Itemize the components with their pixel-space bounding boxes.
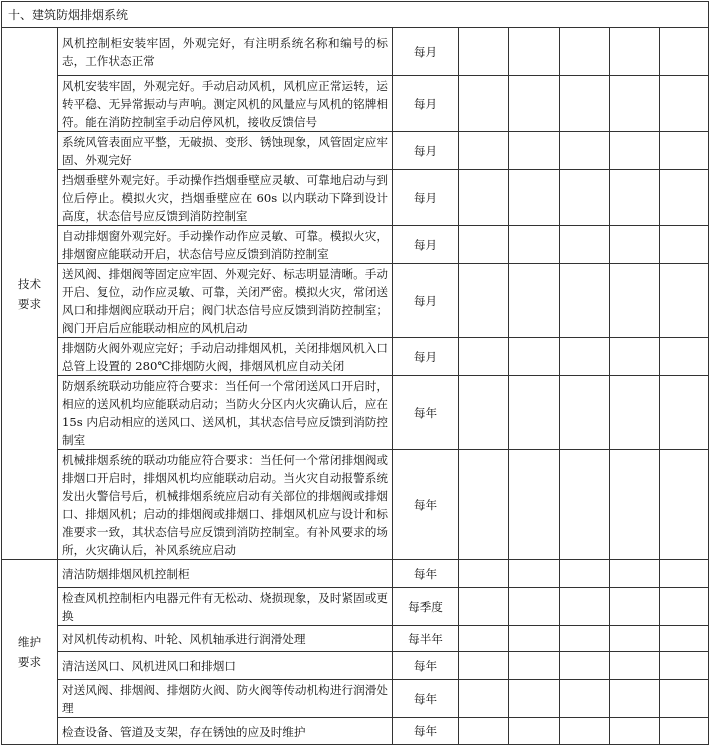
check-record-cell[interactable] — [610, 28, 660, 76]
check-record-cell[interactable] — [459, 132, 509, 170]
check-record-cell[interactable] — [610, 264, 660, 338]
check-record-cell[interactable] — [660, 652, 709, 680]
check-record-cell[interactable] — [610, 588, 660, 626]
frequency-cell: 每年 — [393, 450, 459, 560]
requirement-text: 系统风管表面应平整，无破损、变形、锈蚀现象，风管固定应牢固、外观完好 — [58, 132, 393, 170]
check-record-cell[interactable] — [560, 170, 610, 226]
maintenance-requirements-label-line2: 要求 — [17, 655, 42, 669]
check-record-cell[interactable] — [660, 560, 709, 588]
frequency-cell: 每年 — [393, 652, 459, 680]
check-record-cell[interactable] — [560, 226, 610, 264]
check-record-cell[interactable] — [560, 132, 610, 170]
check-record-cell[interactable] — [509, 588, 560, 626]
check-record-cell[interactable] — [560, 76, 610, 132]
frequency-cell: 每月 — [393, 338, 459, 376]
requirement-text: 对送风阀、排烟阀、排烟防火阀、防火阀等传动机构进行润滑处理 — [58, 680, 393, 718]
frequency-cell: 每半年 — [393, 626, 459, 652]
check-record-cell[interactable] — [610, 132, 660, 170]
check-record-cell[interactable] — [560, 264, 610, 338]
check-record-cell[interactable] — [660, 170, 709, 226]
table-row — [2, 76, 709, 132]
check-record-cell[interactable] — [560, 28, 610, 76]
requirement-text: 送风阀、排烟阀等固定应牢固、外观完好、标志明显清晰。手动开启、复位，动作应灵敏、可靠，关闭严密。模拟火灾，常闭送风口和排烟阀应联动开启；阀门状态信号应反馈到消防控制室；阀门开启后应能联动相应的风机启动 — [58, 264, 393, 338]
check-record-cell[interactable] — [459, 338, 509, 376]
table-row — [2, 28, 709, 76]
check-record-cell[interactable] — [560, 560, 610, 588]
check-record-cell[interactable] — [660, 450, 709, 560]
section-title-row — [2, 2, 709, 28]
check-record-cell[interactable] — [459, 376, 509, 450]
check-record-cell[interactable] — [509, 652, 560, 680]
maintenance-requirements-label-line1: 维护 — [17, 635, 42, 649]
check-record-cell[interactable] — [459, 76, 509, 132]
maintenance-requirements-label — [2, 560, 58, 745]
requirement-text: 机械排烟系统的联动功能应符合要求：当任何一个常闭排烟阀或排烟口开启时，排烟风机均应能联动启动。当火灾自动报警系统发出火警信号后，机械排烟系统应启动有关部位的排烟阀或排烟口、排烟风机；启动的排烟阀或排烟口、排烟风机应与设计和标准要求一致，其状态信号应反馈到消防控制室。有补风要求的场所，火灾确认后，补风系统应启动 — [58, 450, 393, 560]
table-row — [2, 588, 709, 626]
check-record-cell[interactable] — [610, 450, 660, 560]
check-record-cell[interactable] — [660, 226, 709, 264]
frequency-cell: 每月 — [393, 264, 459, 338]
table-row — [2, 338, 709, 376]
check-record-cell[interactable] — [560, 376, 610, 450]
check-record-cell[interactable] — [560, 450, 610, 560]
check-record-cell[interactable] — [560, 626, 610, 652]
check-record-cell[interactable] — [610, 376, 660, 450]
check-record-cell[interactable] — [660, 28, 709, 76]
check-record-cell[interactable] — [459, 560, 509, 588]
check-record-cell[interactable] — [560, 588, 610, 626]
section-title: 十、建筑防烟排烟系统 — [2, 2, 709, 28]
check-record-cell[interactable] — [509, 450, 560, 560]
requirement-text: 挡烟垂壁外观完好。手动操作挡烟垂壁应灵敏、可靠地启动与到位后停止。模拟火灾，挡烟垂壁应在 60s 以内联动下降到设计高度，状态信号应反馈到消防控制室 — [58, 170, 393, 226]
requirement-text: 对风机传动机构、叶轮、风机轴承进行润滑处理 — [58, 626, 393, 652]
check-record-cell[interactable] — [459, 588, 509, 626]
check-record-cell[interactable] — [509, 264, 560, 338]
technical-requirements-label — [2, 28, 58, 560]
frequency-cell: 每季度 — [393, 588, 459, 626]
table-row — [2, 652, 709, 680]
check-record-cell[interactable] — [660, 76, 709, 132]
check-record-cell[interactable] — [459, 450, 509, 560]
requirement-text: 排烟防火阀外观应完好；手动启动排烟风机，关闭排烟风机入口总管上设置的 280℃排烟防火阀，排烟风机应自动关闭 — [58, 338, 393, 376]
requirement-text: 检查风机控制柜内电器元件有无松动、烧损现象，及时紧固或更换 — [58, 588, 393, 626]
requirement-text: 风机安装牢固，外观完好。手动启动风机，风机应正常运转，运转平稳、无异常振动与声响。测定风机的风量应与风机的铭牌相符。能在消防控制室手动启停风机，接收反馈信号 — [58, 76, 393, 132]
check-record-cell[interactable] — [660, 264, 709, 338]
check-record-cell[interactable] — [610, 718, 660, 745]
check-record-cell[interactable] — [560, 718, 610, 745]
check-record-cell[interactable] — [509, 76, 560, 132]
check-record-cell[interactable] — [509, 376, 560, 450]
check-record-cell[interactable] — [509, 718, 560, 745]
table-row — [2, 264, 709, 338]
frequency-cell: 每年 — [393, 718, 459, 745]
check-record-cell[interactable] — [660, 376, 709, 450]
check-record-cell[interactable] — [509, 560, 560, 588]
check-record-cell[interactable] — [509, 338, 560, 376]
table-row — [2, 626, 709, 652]
check-record-cell[interactable] — [509, 226, 560, 264]
check-record-cell[interactable] — [560, 652, 610, 680]
smoke-control-inspection-table — [1, 1, 709, 745]
check-record-cell[interactable] — [610, 652, 660, 680]
technical-requirements-label-line2: 要求 — [17, 296, 42, 311]
check-record-cell[interactable] — [459, 264, 509, 338]
frequency-cell: 每月 — [393, 132, 459, 170]
check-record-cell[interactable] — [509, 132, 560, 170]
check-record-cell[interactable] — [610, 226, 660, 264]
check-record-cell[interactable] — [459, 626, 509, 652]
check-record-cell[interactable] — [660, 626, 709, 652]
check-record-cell[interactable] — [509, 626, 560, 652]
frequency-cell: 每月 — [393, 170, 459, 226]
frequency-cell: 每年 — [393, 560, 459, 588]
frequency-cell: 每月 — [393, 28, 459, 76]
check-record-cell[interactable] — [459, 652, 509, 680]
check-record-cell[interactable] — [509, 170, 560, 226]
check-record-cell[interactable] — [660, 338, 709, 376]
table-row — [2, 376, 709, 450]
frequency-cell: 每年 — [393, 680, 459, 718]
table-row — [2, 170, 709, 226]
requirement-text: 防烟系统联动功能应符合要求：当任何一个常闭送风口开启时，相应的送风机均应能联动启动；当防火分区内火灾确认后，应在 15s 内启动相应的送风口、送风机，其状态信号应反馈到消防控制室 — [58, 376, 393, 450]
frequency-cell: 每年 — [393, 376, 459, 450]
check-record-cell[interactable] — [610, 76, 660, 132]
table-row — [2, 226, 709, 264]
check-record-cell[interactable] — [610, 626, 660, 652]
check-record-cell[interactable] — [459, 28, 509, 76]
table-row — [2, 450, 709, 560]
requirement-text: 清洁防烟排烟风机控制柜 — [58, 560, 393, 588]
check-record-cell[interactable] — [660, 718, 709, 745]
check-record-cell[interactable] — [610, 170, 660, 226]
check-record-cell[interactable] — [610, 560, 660, 588]
check-record-cell[interactable] — [560, 338, 610, 376]
check-record-cell[interactable] — [660, 588, 709, 626]
frequency-cell: 每月 — [393, 226, 459, 264]
table-row — [2, 718, 709, 745]
requirement-text: 自动排烟窗外观完好。手动操作动作应灵敏、可靠。模拟火灾，排烟窗应能联动开启，状态信号应反馈到消防控制室 — [58, 226, 393, 264]
check-record-cell[interactable] — [660, 132, 709, 170]
check-record-cell[interactable] — [610, 338, 660, 376]
check-record-cell[interactable] — [459, 718, 509, 745]
requirement-text: 检查设备、管道及支架，存在锈蚀的应及时维护 — [58, 718, 393, 745]
frequency-cell: 每月 — [393, 76, 459, 132]
technical-requirements-label-line1: 技术 — [17, 276, 42, 291]
check-record-cell[interactable] — [509, 28, 560, 76]
check-record-cell[interactable] — [459, 170, 509, 226]
requirement-text: 风机控制柜安装牢固，外观完好，有注明系统名称和编号的标志，工作状态正常 — [58, 28, 393, 76]
check-record-cell[interactable] — [459, 226, 509, 264]
table-row — [2, 560, 709, 588]
requirement-text: 清洁送风口、风机进风口和排烟口 — [58, 652, 393, 680]
table-row — [2, 132, 709, 170]
